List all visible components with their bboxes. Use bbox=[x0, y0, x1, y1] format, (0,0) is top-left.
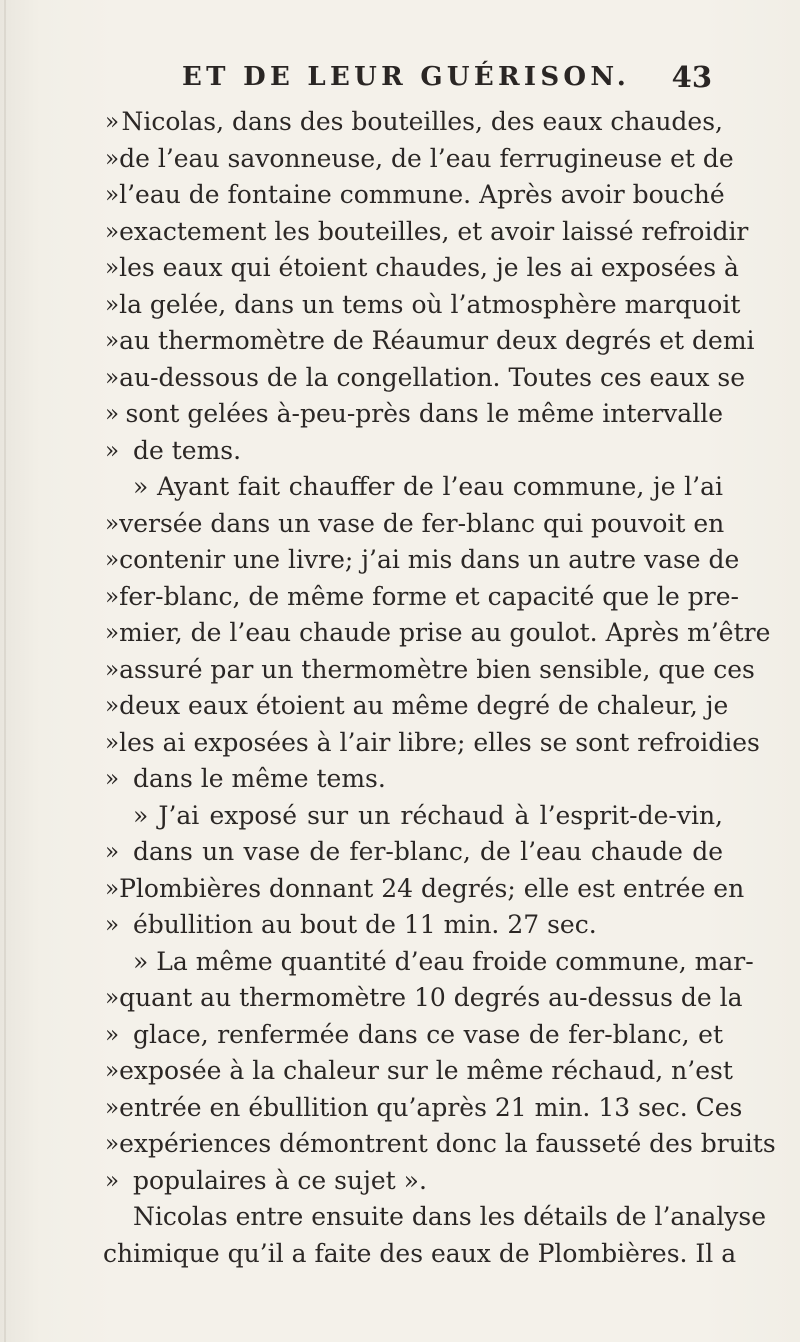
line-text: mier, de l’eau chaude prise au goulot. Après m’être bbox=[119, 618, 771, 647]
quote-mark: » bbox=[105, 1131, 120, 1157]
line-text: au-dessous de la congellation. Toutes ces eaux se bbox=[119, 362, 745, 392]
text-line bbox=[105, 688, 729, 725]
quote-mark: » bbox=[105, 875, 120, 902]
line-text: exactement les bouteilles, et avoir laissé refroidir bbox=[119, 216, 749, 246]
line-text: » J’ai exposé sur un réchaud à l’esprit-de-vin, bbox=[133, 800, 723, 830]
text-line bbox=[105, 907, 723, 944]
quote-mark: » bbox=[105, 1167, 120, 1194]
line-text: populaires à ce sujet ». bbox=[133, 1165, 427, 1195]
running-title: ET DE LEUR GUÉRISON. bbox=[182, 62, 631, 92]
page-header bbox=[182, 62, 712, 102]
quote-mark: » bbox=[105, 547, 120, 573]
quote-mark: » bbox=[105, 328, 120, 354]
text-line bbox=[105, 834, 723, 871]
quote-mark: » bbox=[105, 401, 120, 427]
line-text: versée dans un vase de fer-blanc qui pouvoit en bbox=[119, 508, 725, 538]
line-text: expériences démontrent donc la fausseté des bruits bbox=[119, 1129, 776, 1158]
quote-mark: » bbox=[105, 255, 120, 281]
quote-mark: » bbox=[105, 693, 120, 719]
text-line bbox=[105, 1017, 723, 1054]
line-text: chimique qu’il a faite des eaux de Plombières. Il a bbox=[103, 1238, 737, 1268]
text-line bbox=[105, 798, 723, 835]
line-text: les ai exposées à l’air libre; elles se sont refroidies bbox=[119, 727, 760, 757]
quote-mark: » bbox=[105, 583, 120, 610]
text-line bbox=[103, 1236, 737, 1273]
text-line bbox=[105, 1053, 733, 1090]
text-line bbox=[105, 104, 723, 141]
quote-mark: » bbox=[105, 620, 120, 646]
quote-mark: » bbox=[105, 291, 120, 318]
line-text: glace, renfermée dans ce vase de fer-blanc, et bbox=[133, 1019, 723, 1049]
text-line bbox=[105, 396, 723, 433]
line-text: ébullition au bout de 11 min. 27 sec. bbox=[133, 910, 597, 939]
text-line bbox=[105, 250, 739, 287]
line-text: la gelée, dans un tems où l’atmosphère marquoit bbox=[119, 289, 741, 319]
line-text: entrée en ébullition qu’après 21 min. 13 sec. Ces bbox=[119, 1092, 743, 1122]
text-line bbox=[105, 214, 749, 251]
quote-mark: » bbox=[105, 1058, 120, 1084]
text-line bbox=[105, 725, 760, 762]
line-text: de l’eau savonneuse, de l’eau ferrugineuse et de bbox=[119, 143, 734, 173]
line-text: Plombières donnant 24 degrés; elle est entrée en bbox=[119, 873, 745, 903]
line-text: Nicolas, dans des bouteilles, des eaux chaudes, bbox=[121, 107, 723, 136]
quote-mark: » bbox=[105, 656, 120, 683]
quote-mark: » bbox=[105, 912, 120, 938]
text-line bbox=[105, 177, 723, 214]
quote-mark: » bbox=[105, 145, 120, 172]
text-line bbox=[105, 652, 755, 689]
line-text: assuré par un thermomètre bien sensible, que ces bbox=[119, 654, 755, 684]
line-text: les eaux qui étoient chaudes, je les ai exposées à bbox=[119, 253, 739, 282]
quote-mark: » bbox=[105, 364, 120, 391]
page-gutter bbox=[4, 0, 6, 1342]
text-line bbox=[105, 433, 723, 470]
page-number: 43 bbox=[671, 60, 712, 94]
line-text: de tems. bbox=[133, 435, 242, 465]
text-line bbox=[105, 871, 745, 908]
quote-mark: » bbox=[105, 437, 120, 464]
quote-mark: » bbox=[105, 766, 120, 792]
text-line bbox=[105, 579, 739, 616]
text-line bbox=[105, 360, 745, 397]
quote-mark: » bbox=[105, 1021, 120, 1048]
text-line bbox=[105, 1126, 776, 1163]
text-line bbox=[105, 506, 723, 543]
quote-mark: » bbox=[105, 729, 120, 756]
text-line bbox=[105, 1163, 723, 1200]
line-text: sont gelées à-peu-près dans le même intervalle bbox=[125, 399, 723, 428]
line-text: quant au thermomètre 10 degrés au-dessus de la bbox=[119, 983, 743, 1012]
text-line bbox=[105, 944, 754, 981]
text-line bbox=[105, 141, 734, 178]
quote-mark: » bbox=[105, 839, 120, 865]
text-line bbox=[105, 469, 723, 506]
text-line bbox=[105, 542, 740, 579]
text-line bbox=[105, 323, 755, 360]
quote-mark: » bbox=[105, 1094, 120, 1121]
line-text: au thermomètre de Réaumur deux degrés et demi bbox=[119, 326, 755, 355]
line-text: Nicolas entre ensuite dans les détails de l’analyse bbox=[133, 1202, 767, 1231]
quote-mark: » bbox=[105, 218, 120, 245]
quote-mark: » bbox=[105, 182, 120, 208]
text-line bbox=[105, 1199, 767, 1236]
line-text: contenir une livre; j’ai mis dans un autre vase de bbox=[119, 545, 740, 574]
line-text: » Ayant fait chauffer de l’eau commune, je l’ai bbox=[133, 472, 723, 501]
text-line bbox=[105, 287, 741, 324]
text-line bbox=[105, 761, 723, 798]
quote-mark: » bbox=[105, 109, 120, 135]
quote-mark: » bbox=[105, 510, 120, 537]
text-block bbox=[103, 104, 776, 1272]
text-line bbox=[105, 980, 743, 1017]
text-line bbox=[105, 615, 771, 652]
line-text: » La même quantité d’eau froide commune, mar- bbox=[133, 946, 754, 976]
line-text: fer-blanc, de même forme et capacité que le pre- bbox=[119, 581, 739, 611]
line-text: dans le même tems. bbox=[133, 764, 386, 793]
line-text: deux eaux étoient au même degré de chaleur, je bbox=[119, 691, 729, 720]
line-text: dans un vase de fer-blanc, de l’eau chaude de bbox=[133, 837, 723, 866]
line-text: l’eau de fontaine commune. Après avoir bouché bbox=[119, 180, 725, 209]
quote-mark: » bbox=[105, 985, 120, 1011]
line-text: exposée à la chaleur sur le même réchaud, n’est bbox=[119, 1056, 733, 1085]
text-line bbox=[105, 1090, 743, 1127]
